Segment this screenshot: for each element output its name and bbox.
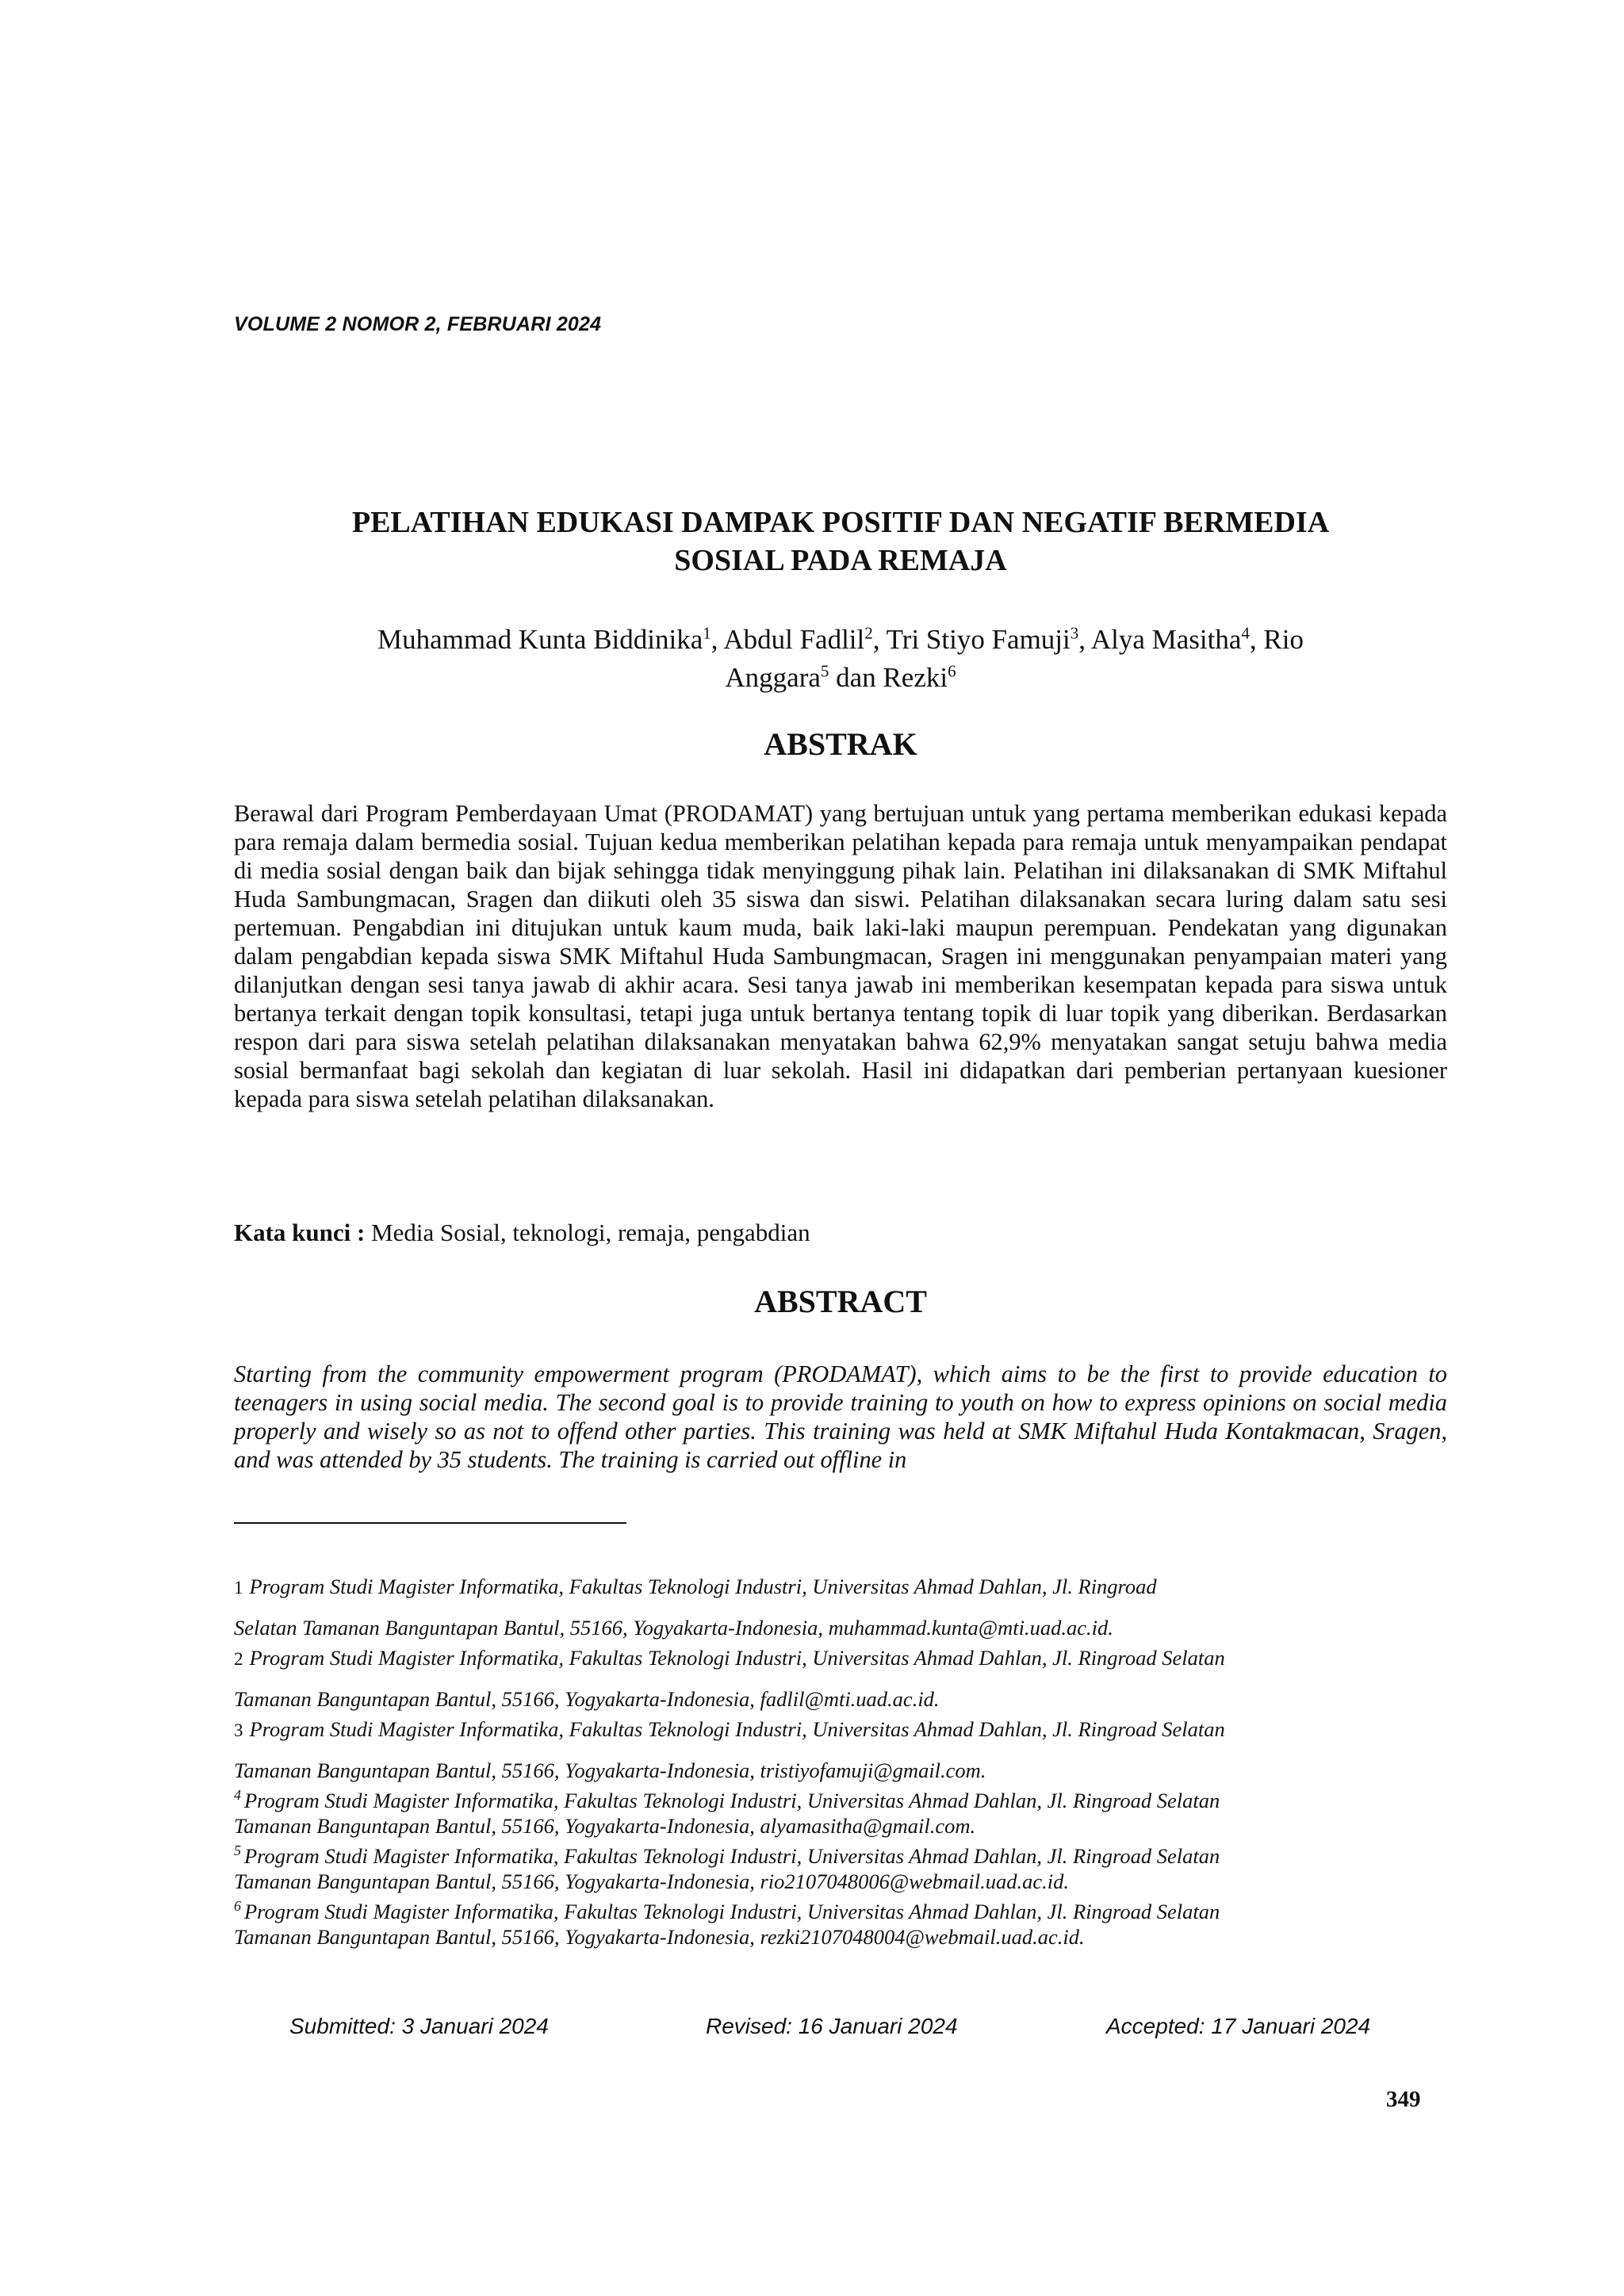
footnote-text: Tamanan Banguntapan Bantul, 55166, Yogyakarta-Indonesia, tristiyofamuji@gmail.com. bbox=[234, 1758, 986, 1782]
keywords-text: Media Sosial, teknologi, remaja, pengabdian bbox=[365, 1219, 810, 1246]
footnote-number: 4 bbox=[234, 1787, 241, 1804]
abstrak-paragraph: Berawal dari Program Pemberdayaan Umat (PRODAMAT) yang bertujuan untuk yang pertama memberikan edukasi kepada para remaja dalam bermedia sosial. Tujuan kedua memberikan pelatihan kepada para remaja untuk menyampaikan pendapat di media sosial dengan baik dan bijak sehingga tidak menyinggung pihak lain. Pelatihan ini dilaksanakan di SMK Miftahul Huda Sambungmacan, Sragen dan diikuti oleh 35 siswa dan siswi. Pelatihan dilaksanakan secara luring dalam satu sesi pertemuan. Pengabdian ini ditujukan untuk kaum muda, baik laki-laki maupun perempuan. Pendekatan yang digunakan dalam pengabdian kepada siswa SMK Miftahul Huda Sambungmacan, Sragen ini menggunakan penyampaian materi yang dilanjutkan dengan sesi tanya jawab di akhir acara. Sesi tanya jawab ini memberikan kesempatan kepada para siswa untuk bertanya terkait dengan topik konsultasi, tetapi juga untuk bertanya tentang topik di luar topik yang diberikan. Berdasarkan respon dari para siswa setelah pelatihan dilaksanakan menyatakan bahwa 62,9% menyatakan sangat setuju bahwa media sosial bermanfaat bagi sekolah dan kegiatan di luar sekolah. Hasil ini didapatkan dari pemberian pertanyaan kuesioner kepada para siswa setelah pelatihan dilaksanakan. bbox=[234, 800, 1447, 1112]
footnotes bbox=[234, 1574, 1455, 1954]
abstract-heading: ABSTRACT bbox=[754, 1284, 927, 1319]
author-affiliation-mark: 3 bbox=[1070, 623, 1079, 643]
footnote-number: 3 bbox=[234, 1720, 243, 1740]
author-separator: , bbox=[872, 624, 887, 655]
footnote-divider bbox=[234, 1522, 626, 1524]
footnote-1 bbox=[234, 1574, 1455, 1640]
author-name: Muhammad Kunta Biddinika bbox=[377, 624, 703, 655]
footnote-text: Tamanan Banguntapan Bantul, 55166, Yogyakarta-Indonesia, rio2107048006@webmail.uad.ac.id. bbox=[234, 1869, 1069, 1893]
footnote-text: Program Studi Magister Informatika, Fakultas Teknologi Industri, Universitas Ahmad Dahlan, Jl. Ringroad Selatan bbox=[244, 1900, 1220, 1923]
footnote-3 bbox=[234, 1716, 1455, 1783]
author-separator: , bbox=[710, 624, 724, 655]
paper-title bbox=[234, 503, 1447, 580]
footnote-text: Program Studi Magister Informatika, Fakultas Teknologi Industri, Universitas Ahmad Dahlan, Jl. Ringroad Selatan bbox=[244, 1844, 1220, 1868]
submitted-date: Submitted: 3 Januari 2024 bbox=[289, 2014, 549, 2038]
revised-date: Revised: 16 Januari 2024 bbox=[706, 2014, 958, 2038]
footnote-4 bbox=[234, 1788, 1455, 1839]
author-separator: , bbox=[1078, 624, 1091, 655]
author-name: Rezki bbox=[883, 662, 948, 693]
journal-volume-header: VOLUME 2 NOMOR 2, FEBRUARI 2024 bbox=[234, 313, 602, 335]
footnote-text: Program Studi Magister Informatika, Fakultas Teknologi Industri, Universitas Ahmad Dahlan, Jl. Ringroad Selatan bbox=[244, 1789, 1220, 1812]
footnote-text: Tamanan Banguntapan Bantul, 55166, Yogyakarta-Indonesia, fadlil@mti.uad.ac.id. bbox=[234, 1687, 940, 1711]
author-list bbox=[234, 621, 1447, 697]
paper-title-line-1: PELATIHAN EDUKASI DAMPAK POSITIF DAN NEGATIF BERMEDIA bbox=[351, 506, 1330, 539]
paper-title-line-2: SOSIAL PADA REMAJA bbox=[674, 544, 1007, 577]
author-affiliation-mark: 2 bbox=[864, 623, 873, 643]
keywords-label: Kata kunci : bbox=[234, 1219, 366, 1246]
author-name: Anggara bbox=[725, 662, 821, 693]
footnote-5 bbox=[234, 1843, 1455, 1894]
page-number: 349 bbox=[1386, 2087, 1421, 2112]
footnote-text: Program Studi Magister Informatika, Fakultas Teknologi Industri, Universitas Ahmad Dahlan, Jl. Ringroad Selatan bbox=[249, 1717, 1225, 1741]
keywords bbox=[234, 1219, 810, 1247]
footnote-2 bbox=[234, 1645, 1455, 1712]
author-separator: , Rio bbox=[1249, 624, 1304, 655]
footnote-number: 6 bbox=[234, 1898, 241, 1915]
author-name: Abdul Fadlil bbox=[723, 624, 865, 655]
abstrak-heading: ABSTRAK bbox=[764, 726, 917, 762]
footnote-text: Tamanan Banguntapan Bantul, 55166, Yogyakarta-Indonesia, alyamasitha@gmail.com. bbox=[234, 1814, 976, 1838]
footnote-text: Program Studi Magister Informatika, Fakultas Teknologi Industri, Universitas Ahmad Dahlan, Jl. Ringroad Selatan bbox=[249, 1646, 1225, 1670]
footnote-text: Tamanan Banguntapan Bantul, 55166, Yogyakarta-Indonesia, rezki2107048004@webmail.uad.ac.id. bbox=[234, 1925, 1085, 1949]
footnote-text: Selatan Tamanan Banguntapan Bantul, 55166, Yogyakarta-Indonesia, muhammad.kunta@mti.uad.ac.id. bbox=[234, 1616, 1113, 1640]
footnote-6 bbox=[234, 1899, 1455, 1950]
author-affiliation-mark: 5 bbox=[820, 661, 829, 681]
author-affiliation-mark: 1 bbox=[703, 623, 711, 643]
author-affiliation-mark: 4 bbox=[1241, 623, 1250, 643]
footnote-number: 1 bbox=[234, 1578, 243, 1598]
author-name: Alya Masitha bbox=[1090, 624, 1242, 655]
author-separator: dan bbox=[829, 662, 883, 693]
accepted-date: Accepted: 17 Januari 2024 bbox=[1106, 2014, 1371, 2038]
author-name: Tri Stiyo Famuji bbox=[886, 624, 1071, 655]
abstract-paragraph: Starting from the community empowerment program (PRODAMAT), which aims to be the first to provide education to teenagers in using social media. The second goal is to provide training to youth on how to express opinions on social media properly and wisely so as not to offend other parties. This training was held at SMK Miftahul Huda Kontakmacan, Sragen, and was attended by 35 students. The training is carried out offline in bbox=[234, 1360, 1447, 1473]
author-affiliation-mark: 6 bbox=[948, 661, 956, 681]
footnote-text: Program Studi Magister Informatika, Fakultas Teknologi Industri, Universitas Ahmad Dahlan, Jl. Ringroad bbox=[249, 1575, 1157, 1598]
footnote-number: 5 bbox=[234, 1843, 241, 1859]
footnote-number: 2 bbox=[234, 1649, 243, 1669]
